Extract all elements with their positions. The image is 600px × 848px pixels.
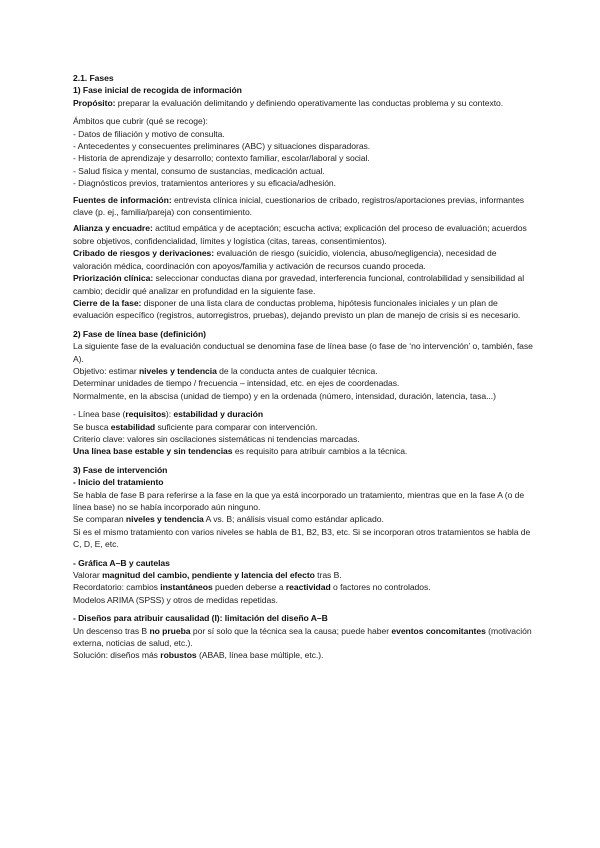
screening-text: evaluación de riesgo (suicidio, violencia, abuso/negligencia), necesidad de valoración médica, coordinación con apoyos/familia y activación de recursos cuando proceda. (73, 248, 497, 271)
solution-line (73, 649, 533, 661)
graph-line (73, 569, 533, 581)
purpose-paragraph (73, 97, 533, 109)
phase1-title: 1) Fase inicial de recogida de información (73, 85, 242, 96)
compare-bold: niveles y tendencia (125, 514, 204, 525)
drop-bold1: no prueba (149, 625, 191, 636)
req-bold1: requisitos (125, 409, 166, 420)
stab-bold: estabilidad (110, 421, 156, 432)
levels-text: Si es el mismo tratamiento con varios niveles se habla de B1, B2, B3, etc. Si se incorporan otros tratamientos se habla de C, D, E, etc. (73, 526, 531, 550)
scope-item: - Historia de aprendizaje y desarrollo; contexto familiar, escolar/laboral y social. (73, 153, 370, 164)
graph-bold: magnitud del cambio, pendiente y latencia del efecto (102, 570, 315, 581)
alliance-text: actitud empática y de aceptación; escucha activa; explicación del proceso de evaluación; acuerdos sobre objetivos, confidencialidad, límites y logística (citas, tareas, consentimientos). (73, 223, 527, 246)
closing-label: Cierre de la fase: (73, 297, 142, 308)
phase2-title: 2) Fase de línea base (definición) (73, 328, 206, 339)
stab-post: suficiente para comparar con intervención. (155, 421, 318, 432)
priority-paragraph (73, 272, 533, 297)
reminder-pre: Recordatorio: cambios (73, 582, 161, 593)
graph-pre: Valorar (73, 570, 103, 581)
drop-line (73, 625, 533, 650)
sources-label: Fuentes de información: (73, 194, 172, 205)
priority-label: Priorización clínica: (73, 273, 154, 284)
models-line: Modelos ARIMA (SPSS) y otros de medidas repetidas. (73, 594, 278, 605)
start-text: Se habla de fase B para referirse a la fase en la que ya está incorporado un tratamiento, mientras que en la fase A (o de línea base) no se había incorporado aún ninguno. (73, 489, 525, 512)
alliance-paragraph (73, 222, 533, 247)
closing-text: disponer de una lista clara de conductas problema, hipótesis funcionales iniciales y un plan de evaluación específico (registros, autorregistros, pruebas), dejando previsto un plan de manejo de crisis si es necesario. (73, 297, 521, 321)
screening-label: Cribado de riesgos y derivaciones: (73, 248, 215, 259)
scope-item: - Antecedentes y consecuentes preliminares (ABC) y situaciones disparadoras. (73, 141, 371, 152)
compare-pre: Se comparan (73, 514, 126, 525)
reminder-post: o factores no controlados. (330, 582, 431, 593)
req-mid: ): (165, 409, 174, 420)
phase2-intro: La siguiente fase de la evaluación conductual se denomina fase de línea base (o fase de ‘no intervención’ o, también, fase A). (73, 341, 533, 364)
scope-item: - Datos de filiación y motivo de consulta. (73, 128, 225, 139)
units-paragraph: Determinar unidades de tiempo / frecuencia – intensidad, etc. en ejes de coordenadas. (73, 378, 400, 389)
compare-post: A vs. B; análisis visual como estándar aplicado. (203, 514, 384, 525)
scope-item: - Salud física y mental, consumo de sustancias, medicación actual. (73, 165, 325, 176)
start-title: - Inicio del tratamiento (73, 477, 164, 488)
criterion-line: Criterio clave: valores sin oscilaciones sistemáticas ni tendencias marcadas. (73, 433, 360, 444)
solution-post: (ABAB, línea base múltiple, etc.). (196, 650, 324, 661)
drop-post: (motivación externa, noticias de salud, etc.). (73, 625, 532, 649)
phase3-title: 3) Fase de intervención (73, 464, 168, 475)
solution-pre: Solución: diseños más (73, 650, 161, 661)
scope-intro: Ámbitos que cubrir (qué se recoge): (73, 116, 208, 127)
reminder-bold1: instantáneos (160, 582, 213, 593)
objective-paragraph (73, 365, 533, 377)
sources-text: entrevista clínica inicial, cuestionarios de cribado, registros/aportaciones previas, informantes clave (p. ej., familia/pareja) con consentimiento. (73, 194, 525, 218)
graph-post: tras B. (314, 570, 342, 581)
closing-paragraph (73, 297, 533, 322)
scope-item: - Diagnósticos previos, tratamientos anteriores y su eficacia/adhesión. (73, 178, 336, 189)
objective-pre: Objetivo: estimar (73, 365, 139, 376)
screening-paragraph (73, 247, 533, 272)
drop-pre: Un descenso tras B (73, 625, 150, 636)
objective-bold: niveles y tendencia (138, 365, 217, 376)
section-title: 2.1. Fases (73, 73, 114, 83)
sources-paragraph (73, 194, 533, 219)
stable-post: es requisito para atribuir cambios a la técnica. (232, 446, 408, 457)
priority-text: seleccionar conductas diana por gravedad, interferencia funcional, controlabilidad y sensibilidad al cambio; decidir qué analizar en profundidad en la siguiente fase. (73, 273, 525, 296)
reminder-mid: pueden deberse a (212, 582, 286, 593)
requirements-line (73, 408, 533, 420)
stable-bold: Una línea base estable y sin tendencias (73, 446, 233, 457)
drop-mid: por sí solo que la técnica sea la causa; puede haber (190, 625, 392, 636)
document-page (73, 72, 533, 662)
compare-line (73, 513, 533, 525)
stability-line (73, 421, 533, 433)
objective-post: de la conducta antes de cualquier técnica. (216, 365, 378, 376)
alliance-label: Alianza y encuadre: (73, 223, 153, 234)
graph-title: - Gráfica A–B y cautelas (73, 557, 170, 568)
purpose-text: preparar la evaluación delimitando y definiendo operativamente las conductas problema y su contexto. (115, 97, 504, 108)
reminder-line (73, 581, 533, 593)
drop-bold2: eventos concomitantes (391, 625, 486, 636)
purpose-label: Propósito: (73, 97, 116, 108)
axes-paragraph: Normalmente, en la abscisa (unidad de tiempo) y en la ordenada (número, intensidad, duración, latencia, tasa...) (73, 390, 496, 401)
req-pre: - Línea base ( (73, 409, 126, 420)
stab-pre: Se busca (73, 421, 111, 432)
req-bold2: estabilidad y duración (173, 409, 264, 420)
stable-baseline-line (73, 445, 533, 457)
reminder-bold2: reactividad (285, 582, 331, 593)
solution-bold: robustos (160, 650, 197, 661)
designs-title: - Diseños para atribuir causalidad (I): limitación del diseño A–B (73, 613, 328, 624)
